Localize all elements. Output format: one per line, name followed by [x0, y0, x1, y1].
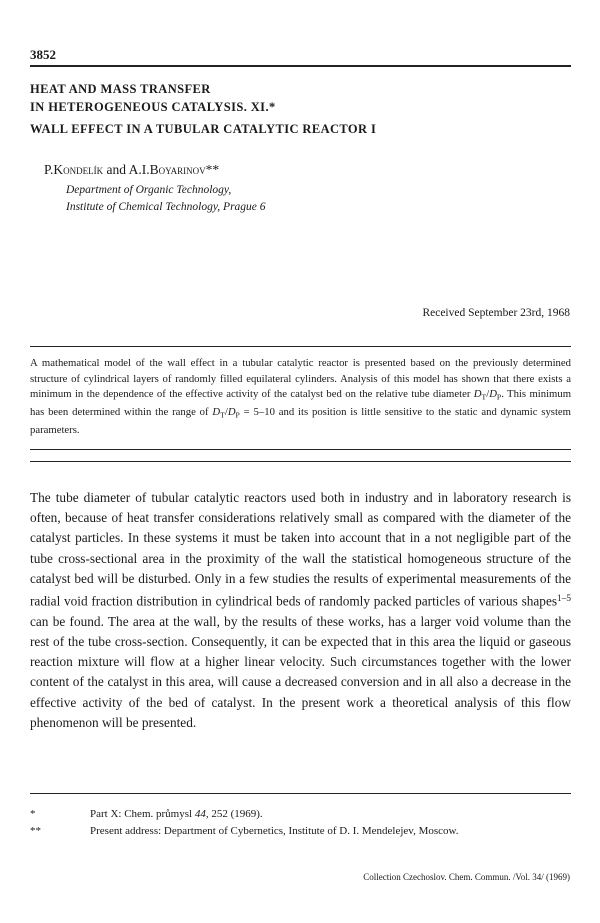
author1-surname: Kondelík — [53, 162, 104, 177]
affiliation — [66, 182, 266, 216]
title-line-2: IN HETEROGENEOUS CATALYSIS. XI.* — [30, 100, 276, 114]
journal-citation: Collection Czechoslov. Chem. Commun. /Vol. 34/ (1969) — [363, 872, 570, 882]
footnote-1-mark: * — [30, 808, 36, 820]
author1-initial: P. — [44, 162, 54, 177]
abstract-range: = 5–10 — [239, 406, 275, 419]
body-text-1: The tube diameter of tubular catalytic reactors used both in industry and in laboratory research is often, because of heat transfer considerations relatively small as compared with the diameter of the catalyst particles. In these systems it must be taken into account that in a not negligible part of the tube cross-sectional area in the proximity of the wall the statistical homogeneous structure of the catalyst bed will be disturbed. Only in a few studies the results of experimental measurements of the radial void fraction distribution in cylindrical beds of randomly packed particles of various shapes — [30, 490, 571, 609]
authors — [44, 162, 219, 178]
footnote-1-text-a: Part X: Chem. průmysl — [90, 808, 195, 820]
abstract-top-rule — [30, 346, 571, 347]
abstract-part-3: and its position is little sensitive to the static and dynamic system parameters. — [30, 406, 571, 436]
reference-superscript: 1–5 — [557, 594, 571, 605]
footnote-rule — [30, 793, 571, 794]
body-paragraph — [30, 488, 571, 733]
title-line-1: HEAT AND MASS TRANSFER — [30, 82, 211, 96]
footnote-1-text — [90, 806, 263, 823]
received-date: Received September 23rd, 1968 — [422, 307, 570, 319]
page-number: 3852 — [30, 47, 56, 62]
body-text-2: can be found. The area at the wall, by the results of these works, has a larger void volume than the rest of the tube cross-section. Consequently, it can be expected that in this area the liquid or gaseous reaction mixture will flow at a higher linear velocity. Such circumstances together with the lower content of the catalyst in this area, will cause a decreased conversion and in all also a decrease in the effective activity of the bed of catalyst. In the present work a theoretical analysis of this flow phenomenon will be presented. — [30, 613, 571, 730]
ratio-2-slash: / — [224, 406, 228, 419]
header-rule — [30, 65, 571, 67]
authors-and: and — [103, 162, 129, 177]
abstract-part-2: . This minimum has been determined within the range of — [30, 388, 572, 419]
footnote-1-volume: 44, — [194, 808, 209, 820]
ratio-1-D2: D — [489, 388, 497, 401]
ratio-1-sub-T: T — [481, 392, 487, 402]
ratio-2-D: D — [212, 406, 221, 419]
footnotes — [30, 806, 571, 840]
author-footnote-mark: ** — [205, 162, 220, 177]
affiliation-line-2: Institute of Chemical Technology, Prague 6 — [66, 201, 266, 213]
footnote-1 — [30, 806, 571, 823]
footnote-1-text-b: 252 (1969). — [208, 808, 263, 820]
abstract-bottom-rule-2 — [30, 461, 571, 462]
author2-surname: Boyarinov — [149, 162, 206, 177]
footnote-2-text: Present address: Department of Cybernetics, Institute of D. I. Mendelejev, Moscow. — [90, 825, 459, 837]
footnote-2-mark: ** — [30, 825, 41, 837]
ratio-1-sub-P: P — [496, 392, 502, 402]
ratio-2-D2: D — [227, 406, 236, 419]
ratio-2-sub-T: T — [220, 410, 225, 420]
abstract-bottom-rule — [30, 449, 571, 450]
ratio-1-D: D — [473, 388, 482, 401]
title-line-3: WALL EFFECT IN A TUBULAR CATALYTIC REACTOR I — [30, 122, 377, 136]
footnote-2 — [30, 823, 571, 840]
affiliation-line-1: Department of Organic Technology, — [66, 184, 232, 196]
article-title — [30, 80, 571, 138]
abstract — [30, 356, 571, 439]
ratio-2-sub-P: P — [235, 410, 240, 420]
author2-initial: A.I. — [128, 162, 150, 177]
abstract-part-1: A mathematical model of the wall effect in a tubular catalytic reactor is presented based on the previously determined structure of cylindrical layers of randomly filled equilateral cylinders. Analysis of this model has shown that there exists a minimum in the dependence of the effective activity of the catalyst bed on the relative tube diameter — [30, 357, 571, 401]
ratio-1-slash: / — [486, 388, 490, 401]
